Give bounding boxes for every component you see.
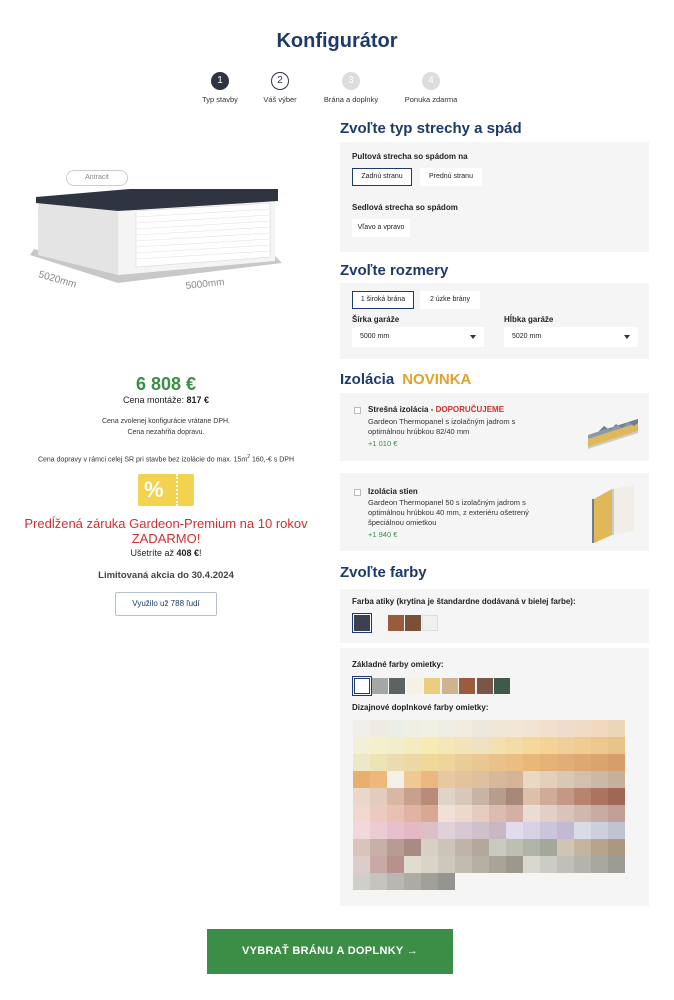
base-color-swatch[interactable] [459,678,475,694]
design-color-swatch[interactable] [557,839,574,856]
wall-insulation-price: +1 940 € [368,530,398,539]
design-color-swatch[interactable] [489,720,506,737]
roof-insulation-desc-line-2: optimálnou hrúbkou 82/40 mm [368,427,470,436]
design-color-swatch[interactable] [540,856,557,873]
design-color-swatch[interactable] [472,788,489,805]
design-color-swatch[interactable] [608,771,625,788]
design-color-swatch[interactable] [370,771,387,788]
limited-offer: Limitovaná akcia do 30.4.2024 [98,570,234,581]
wall-insulation-title: Izolácia stien [368,487,418,496]
design-color-swatch[interactable] [506,754,523,771]
design-color-swatch[interactable] [353,737,370,754]
design-color-swatch[interactable] [387,822,404,839]
price-note [0,416,332,438]
design-color-swatch[interactable] [523,856,540,873]
depth-label: Hĺbka garáže [504,315,554,324]
new-badge: NOVINKA [402,371,472,388]
stepper [190,72,480,106]
design-color-swatch[interactable] [540,737,557,754]
design-color-swatch[interactable] [353,839,370,856]
colors-heading: Zvoľte farby [340,564,427,581]
design-color-swatch[interactable] [387,754,404,771]
design-color-swatch[interactable] [404,720,421,737]
design-color-swatch[interactable] [591,822,608,839]
design-color-swatch[interactable] [523,839,540,856]
design-color-swatch[interactable] [387,805,404,822]
design-color-swatch[interactable] [438,771,455,788]
design-color-swatch[interactable] [353,771,370,788]
design-color-swatch[interactable] [523,822,540,839]
design-color-swatch[interactable] [506,720,523,737]
step-1-number: 1 [211,72,229,90]
design-color-swatch[interactable] [506,771,523,788]
mount-price-value: 817 € [186,395,210,405]
design-color-swatch[interactable] [438,754,455,771]
transport-note-price: 160,-€ s DPH [250,456,295,464]
gate-option-wide[interactable]: 1 široká brána [352,291,414,309]
design-color-swatch[interactable] [421,805,438,822]
design-color-swatch[interactable] [489,839,506,856]
chevron-down-icon [624,335,630,339]
design-color-swatch[interactable] [574,822,591,839]
design-color-swatch[interactable] [438,873,455,890]
savings-value: 408 € [176,548,200,558]
design-color-swatch[interactable] [370,737,387,754]
design-color-swatch[interactable] [591,839,608,856]
design-color-swatch[interactable] [370,788,387,805]
design-color-swatch[interactable] [489,788,506,805]
design-color-swatch[interactable] [455,720,472,737]
price-note-line-1: Cena zvolenej konfigurácie vrátane DPH. [101,418,230,425]
step-4-number: 4 [422,72,440,90]
mount-price-label: Cena montáže: [122,395,184,405]
roof-insulation-price: +1 010 € [368,439,398,448]
savings-text [0,548,332,558]
design-color-swatch[interactable] [387,839,404,856]
transport-note-text: Cena dopravy v rámci celej SR pri stavbe bez izolácie do max. 15m [37,456,248,464]
design-color-swatch[interactable] [506,737,523,754]
step-3[interactable] [311,72,391,104]
design-color-swatch[interactable] [438,737,455,754]
design-color-swatch[interactable] [353,805,370,822]
design-color-swatch[interactable] [387,873,404,890]
garage-preview-illustration [20,165,320,295]
design-color-swatch[interactable] [506,788,523,805]
step-4[interactable] [391,72,471,104]
design-color-swatch[interactable] [608,856,625,873]
design-color-swatch[interactable] [455,805,472,822]
dimensions-panel [340,283,649,359]
design-color-swatch[interactable] [404,737,421,754]
design-color-swatch[interactable] [387,737,404,754]
design-color-swatch[interactable] [557,737,574,754]
design-color-swatch[interactable] [523,720,540,737]
step-1-label: Typ stavby [202,95,238,104]
design-color-swatch[interactable] [387,856,404,873]
base-color-swatch[interactable] [477,678,493,694]
design-color-swatch[interactable] [608,839,625,856]
design-color-swatch[interactable] [523,737,540,754]
design-color-swatch[interactable] [421,754,438,771]
design-color-swatch[interactable] [438,856,455,873]
design-color-swatch[interactable] [608,805,625,822]
design-color-swatch[interactable] [574,737,591,754]
mono-roof-label: Pultová strecha so spádom na [352,152,468,161]
design-color-swatch[interactable] [591,754,608,771]
wall-insulation-desc [368,498,529,528]
design-color-swatch[interactable] [438,805,455,822]
design-color-swatch[interactable] [506,805,523,822]
design-color-swatch[interactable] [455,788,472,805]
page-title: Konfigurátor [276,30,398,52]
design-color-swatch[interactable] [421,873,438,890]
base-color-swatch[interactable] [424,678,440,694]
roof-panel [340,142,649,252]
step-2-number: 2 [271,72,289,90]
design-color-swatch[interactable] [591,788,608,805]
design-color-swatch[interactable] [574,856,591,873]
design-color-swatch[interactable] [370,754,387,771]
design-color-swatch[interactable] [591,805,608,822]
design-color-swatch[interactable] [421,822,438,839]
depth-select[interactable] [504,327,638,347]
design-color-swatch[interactable] [370,720,387,737]
design-color-swatch[interactable] [438,720,455,737]
attic-color-panel [340,589,649,643]
roof-option-back[interactable]: Zadnú stranu [352,168,412,186]
design-color-swatch[interactable] [404,822,421,839]
design-color-swatch[interactable] [574,805,591,822]
attic-color-label: Farba atiky (krytina je štandardne dodávaná v bielej farbe): [352,597,576,606]
width-select[interactable] [352,327,484,347]
design-color-swatch[interactable] [540,754,557,771]
design-color-swatch[interactable] [353,754,370,771]
design-color-swatch[interactable] [472,737,489,754]
design-color-swatch[interactable] [506,822,523,839]
design-color-swatch[interactable] [472,771,489,788]
design-color-label: Dizajnové doplnkové farby omietky: [352,703,489,712]
design-color-swatch[interactable] [472,805,489,822]
design-color-swatch[interactable] [489,754,506,771]
design-color-swatch[interactable] [353,720,370,737]
design-color-swatch[interactable] [404,805,421,822]
design-color-swatch[interactable] [574,720,591,737]
roof-option-front[interactable]: Prednú stranu [420,168,482,186]
design-color-swatch[interactable] [421,720,438,737]
gate-option-narrow[interactable]: 2 úzke brány [420,291,480,309]
design-color-swatch[interactable] [455,856,472,873]
roof-insulation-card[interactable] [340,393,649,461]
width-label: Šírka garáže [352,315,400,324]
promo-title-line-2: ZADARMO! [131,531,201,546]
design-color-swatch[interactable] [557,771,574,788]
wall-insulation-desc-line-1: Gardeon Thermopanel 50 s izolačným jadrom s [368,498,526,507]
step-2[interactable] [240,72,320,104]
discount-coupon-icon: % [138,474,194,506]
design-color-swatch[interactable] [472,856,489,873]
design-color-swatch[interactable] [540,771,557,788]
design-color-swatch[interactable] [404,771,421,788]
design-color-swatch[interactable] [421,856,438,873]
design-color-swatch[interactable] [370,839,387,856]
total-price: 6 808 € [135,374,197,394]
design-color-swatch[interactable] [540,839,557,856]
design-color-swatch[interactable] [506,856,523,873]
roof-color-tag: Antracit [66,170,128,186]
design-color-swatch[interactable] [591,856,608,873]
design-color-swatch[interactable] [574,754,591,771]
design-color-swatch[interactable] [421,737,438,754]
design-color-swatch[interactable] [455,822,472,839]
design-color-swatch[interactable] [370,805,387,822]
design-color-swatch[interactable] [540,822,557,839]
promo-title-line-1: Predĺžená záruka Gardeon-Premium na 10 rokov [24,516,308,531]
design-color-swatch[interactable] [591,737,608,754]
design-color-swatch[interactable] [540,788,557,805]
step-3-number: 3 [342,72,360,90]
attic-swatch-brown[interactable] [388,615,404,631]
design-color-swatch[interactable] [557,805,574,822]
design-color-swatch[interactable] [540,805,557,822]
design-color-swatch[interactable] [404,856,421,873]
design-color-swatch[interactable] [557,788,574,805]
design-color-swatch[interactable] [421,788,438,805]
design-color-swatch[interactable] [489,737,506,754]
design-color-swatch[interactable] [574,839,591,856]
wall-insulation-card[interactable] [340,473,649,551]
design-color-swatch[interactable] [540,720,557,737]
gable-roof-label: Sedlová strecha so spádom [352,203,458,212]
design-color-swatch[interactable] [404,873,421,890]
base-color-swatch[interactable] [389,678,405,694]
next-step-button[interactable]: VYBRAŤ BRÁNU A DOPLNKY → [207,929,453,974]
step-4-label: Ponuka zdarma [404,95,458,104]
roof-insulation-title [368,405,504,414]
design-color-swatch[interactable] [370,873,387,890]
design-color-swatch[interactable] [370,822,387,839]
design-color-swatch[interactable] [438,788,455,805]
mount-price [0,395,332,405]
design-color-swatch[interactable] [438,839,455,856]
used-count-button[interactable]: Využilo už 788 ľudí [115,592,217,616]
design-color-swatch[interactable] [608,788,625,805]
design-color-swatch[interactable] [421,771,438,788]
design-color-swatch[interactable] [438,822,455,839]
design-color-swatch[interactable] [506,839,523,856]
design-color-swatch[interactable] [455,737,472,754]
design-color-swatch[interactable] [574,771,591,788]
base-color-swatch[interactable] [372,678,388,694]
transport-note [0,454,332,463]
design-color-swatch[interactable] [455,839,472,856]
design-color-swatch[interactable] [489,856,506,873]
insulation-heading-text: Izolácia [340,371,395,388]
design-color-swatch[interactable] [455,754,472,771]
design-color-swatch[interactable] [489,822,506,839]
design-color-swatch[interactable] [557,822,574,839]
design-color-swatch[interactable] [489,771,506,788]
design-color-swatch[interactable] [472,822,489,839]
savings-suffix: ! [199,548,202,558]
design-color-swatch[interactable] [353,822,370,839]
design-color-swatch[interactable] [608,720,625,737]
insulation-heading [340,371,471,388]
promo-title [0,516,332,546]
design-color-swatch[interactable] [557,754,574,771]
design-color-swatch[interactable] [523,771,540,788]
attic-swatch-anthracite[interactable] [354,615,370,631]
design-color-swatch[interactable] [387,720,404,737]
wall-insulation-desc-line-3: špeciálnou omietkou [368,518,437,527]
design-color-swatch[interactable] [404,839,421,856]
base-color-swatch[interactable] [442,678,458,694]
design-color-swatch[interactable] [353,873,370,890]
design-color-swatch[interactable] [353,856,370,873]
design-color-swatch[interactable] [472,754,489,771]
design-color-swatch[interactable] [557,720,574,737]
design-color-swatch[interactable] [591,771,608,788]
design-color-swatch[interactable] [574,788,591,805]
depth-select-value: 5020 mm [512,333,542,340]
design-color-swatch[interactable] [591,720,608,737]
design-color-palette [353,720,629,894]
design-color-swatch[interactable] [404,788,421,805]
roof-panel-icon [584,415,640,449]
design-color-swatch[interactable] [404,754,421,771]
width-dimension-label: 5000mm [185,276,226,292]
design-color-swatch[interactable] [608,754,625,771]
design-color-swatch[interactable] [472,839,489,856]
base-color-swatch[interactable] [354,678,370,694]
design-color-swatch[interactable] [370,856,387,873]
wall-panel-icon [588,485,638,543]
base-color-label: Základné farby omietky: [352,660,444,669]
design-color-swatch[interactable] [455,771,472,788]
design-color-swatch[interactable] [523,788,540,805]
design-color-swatch[interactable] [387,771,404,788]
price-note-line-2: Cena nezahŕňa dopravu. [127,429,205,436]
design-color-swatch[interactable] [387,788,404,805]
savings-label: Ušetríte až [130,548,174,558]
design-color-swatch[interactable] [608,737,625,754]
depth-dimension-label: 5020mm [37,269,78,291]
design-color-swatch[interactable] [489,805,506,822]
base-color-swatch[interactable] [407,678,423,694]
roof-option-left-right[interactable]: Vľavo a vpravo [352,219,410,237]
design-color-swatch[interactable] [523,805,540,822]
roof-insulation-desc-line-1: Gardeon Thermopanel s izolačným jadrom s [368,417,516,426]
dimensions-heading: Zvoľte rozmery [340,262,449,279]
recommend-label: DOPORUČUJEME [435,405,505,414]
design-color-swatch[interactable] [472,720,489,737]
design-color-swatch[interactable] [421,839,438,856]
roof-insulation-checkbox[interactable] [354,407,361,414]
roof-heading: Zvoľte typ strechy a spád [340,120,522,137]
design-color-swatch[interactable] [523,754,540,771]
width-select-value: 5000 mm [360,333,390,340]
step-3-label: Brána a doplnky [323,95,379,104]
design-color-swatch[interactable] [557,856,574,873]
wall-insulation-desc-line-2: optimálnou hrúbkou 40 mm, z exteriéru ošetrený [368,508,529,517]
roof-insulation-name: Strešná izolácia - [368,405,436,414]
transport-note-sup: 2 [247,454,251,460]
attic-swatch-dark-brown[interactable] [405,615,421,631]
wall-insulation-checkbox[interactable] [354,489,361,496]
design-color-swatch[interactable] [608,822,625,839]
roof-insulation-desc [368,417,515,437]
attic-swatch-white[interactable] [422,615,438,631]
chevron-down-icon [470,335,476,339]
base-color-swatch[interactable] [494,678,510,694]
step-2-label: Váš výber [263,95,297,104]
design-color-swatch[interactable] [353,788,370,805]
